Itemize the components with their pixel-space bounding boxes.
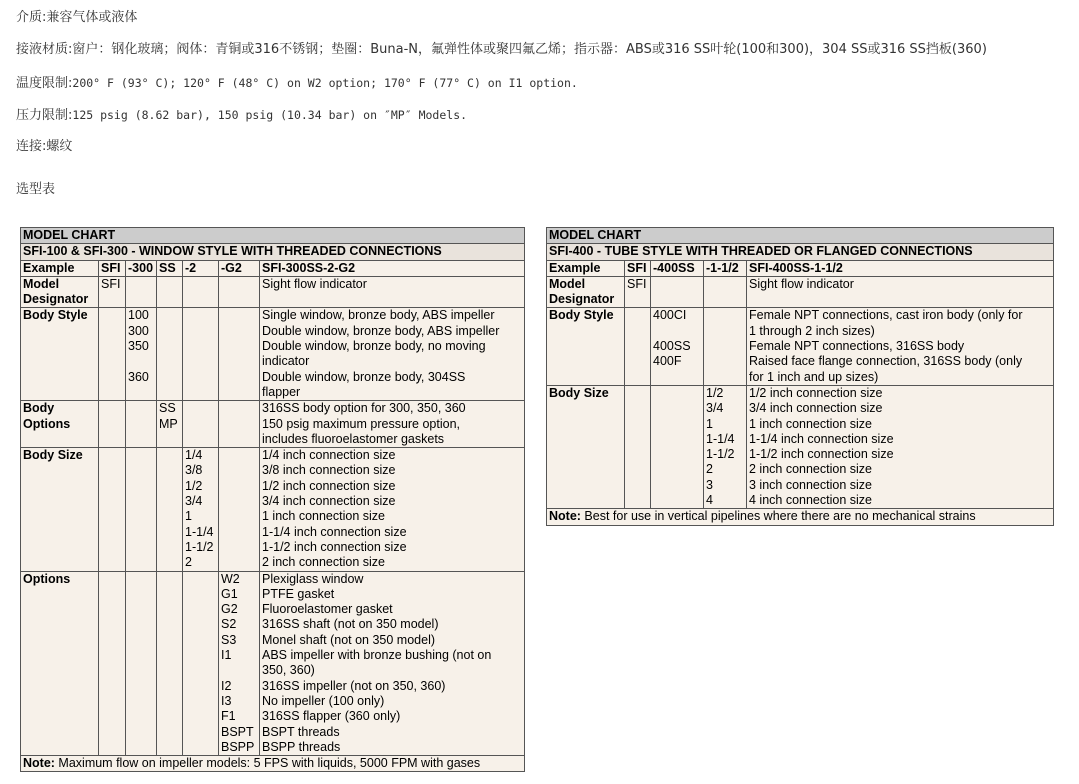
cell-line: F1 [221, 709, 236, 724]
cell-line: 2 inch connection size [262, 555, 385, 570]
code-cell [126, 571, 157, 756]
code-cell [157, 276, 183, 308]
chart-row [21, 276, 525, 308]
cell-line: 300 [128, 323, 149, 338]
cell-line: 1 inch connection size [262, 509, 385, 524]
code-cell [219, 571, 260, 756]
cell-line: 1-1/4 [706, 431, 735, 446]
cell-line: 316SS flapper (360 only) [262, 709, 401, 724]
spec-value: 兼容气体或液体 [46, 10, 138, 25]
code-cell [157, 308, 183, 401]
description-cell [747, 385, 1054, 508]
chart-row [547, 276, 1054, 308]
chart-subtitle: SFI-100 & SFI-300 - WINDOW STYLE WITH THREADED CONNECTIONS [21, 244, 525, 260]
code-cell [126, 448, 157, 571]
code-cell [99, 448, 126, 571]
example-cell: SFI-400SS-1-1/2 [747, 260, 1054, 276]
example-cell: SFI [99, 260, 126, 276]
example-row [547, 260, 1054, 276]
spec-value: 螺纹 [46, 139, 73, 154]
cell-line: Plexiglass window [262, 571, 364, 586]
description-cell [260, 571, 525, 756]
cell-line: Model [549, 276, 586, 291]
description-cell [260, 308, 525, 401]
code-cell [183, 401, 219, 448]
cell-line: 400SS [653, 339, 691, 354]
chart-subtitle-row [21, 244, 525, 260]
cell-line: 1 [706, 416, 713, 431]
example-cell: -300 [126, 260, 157, 276]
spec-label: 接液材质: [16, 42, 73, 57]
cell-line: 1/4 [185, 448, 203, 463]
description-cell [260, 401, 525, 448]
row-header [21, 276, 99, 308]
code-cell [625, 385, 651, 508]
example-cell: SFI [625, 260, 651, 276]
row-header [21, 401, 99, 448]
cell-line: 1/2 inch connection size [262, 478, 396, 493]
note-text: Best for use in vertical pipelines where there are no mechanical strains [580, 509, 976, 524]
example-cell: -G2 [219, 260, 260, 276]
cell-line: Body [23, 401, 55, 416]
cell-line [653, 324, 701, 339]
spec-label: 压力限制: [16, 108, 73, 123]
cell-line: Single window, bronze body, ABS impeller [262, 308, 495, 323]
row-header [21, 571, 99, 756]
cell-line: 3/4 inch connection size [749, 401, 883, 416]
spec-value: 125 psig (8.62 bar), 150 psig (10.34 bar) on ″MP″ Models. [72, 108, 468, 122]
cell-line: 360 [128, 369, 149, 384]
cell-line: G2 [221, 602, 238, 617]
cell-line: S2 [221, 617, 237, 632]
cell-line: Designator [549, 292, 615, 307]
cell-line: MP [159, 416, 178, 431]
cell-line: Monel shaft (not on 350 model) [262, 632, 436, 647]
code-cell [183, 448, 219, 571]
cell-line: 3/8 [185, 463, 203, 478]
note-label: Note: [23, 756, 55, 771]
cell-line: 1 [185, 509, 192, 524]
cell-line [221, 663, 257, 678]
example-cell: -400SS [651, 260, 704, 276]
code-cell [651, 385, 704, 508]
cell-line: 1-1/2 inch connection size [262, 539, 407, 554]
cell-line: 2 inch connection size [749, 462, 872, 477]
cell-line: 1-1/4 inch connection size [749, 431, 894, 446]
chart-row [547, 308, 1054, 385]
spec-wetted-materials [16, 41, 987, 59]
cell-line: 100 [128, 308, 149, 323]
chart-note [547, 509, 1054, 525]
cell-line: I2 [221, 678, 232, 693]
chart-row [21, 401, 525, 448]
chart-row [21, 448, 525, 571]
cell-line: 1 inch connection size [749, 416, 872, 431]
cell-line: Body Style [23, 308, 88, 323]
cell-line: Sight flow indicator [262, 276, 367, 291]
chart-title: MODEL CHART [547, 228, 1054, 244]
cell-line: 3 [706, 477, 713, 492]
cell-line: Double window, bronze body, 304SS [262, 369, 466, 384]
model-chart-sfi-100-300 [20, 227, 525, 772]
code-cell [157, 448, 183, 571]
cell-line [128, 354, 154, 369]
cell-line: Female NPT connections, cast iron body (only for [749, 308, 1023, 323]
row-header [547, 308, 625, 385]
code-cell [219, 276, 260, 308]
cell-line: No impeller (100 only) [262, 693, 385, 708]
cell-line: 1-1/4 [185, 524, 214, 539]
cell-line: 1/2 [706, 385, 724, 400]
code-cell [704, 308, 747, 385]
cell-line: I1 [221, 648, 232, 663]
code-cell [625, 308, 651, 385]
description-cell [747, 276, 1054, 308]
code-cell [704, 385, 747, 508]
cell-line: 316SS impeller (not on 350, 360) [262, 678, 446, 693]
cell-line: 2 [706, 462, 713, 477]
cell-line: S3 [221, 632, 237, 647]
cell-line: 3 inch connection size [749, 477, 872, 492]
code-cell [183, 571, 219, 756]
cell-line: 3/4 inch connection size [262, 494, 396, 509]
cell-line: SS [159, 401, 176, 416]
cell-line: SFI [627, 276, 647, 291]
code-cell [651, 308, 704, 385]
chart-title: MODEL CHART [21, 228, 525, 244]
cell-line: 350 [128, 339, 149, 354]
cell-line: 1/2 inch connection size [749, 385, 883, 400]
example-cell: SS [157, 260, 183, 276]
cell-line: I3 [221, 693, 232, 708]
code-cell [625, 276, 651, 308]
cell-line: 1-1/2 inch connection size [749, 447, 894, 462]
spec-temperature-limit [16, 74, 578, 93]
chart-subtitle: SFI-400 - TUBE STYLE WITH THREADED OR FLANGED CONNECTIONS [547, 244, 1054, 260]
cell-line: Female NPT connections, 316SS body [749, 339, 965, 354]
cell-line: Double window, bronze body, no moving [262, 339, 486, 354]
chart-row [21, 308, 525, 401]
code-cell [651, 276, 704, 308]
cell-line: 316SS shaft (not on 350 model) [262, 617, 439, 632]
cell-line: 1-1/4 inch connection size [262, 524, 407, 539]
chart-row [21, 571, 525, 756]
cell-line: flapper [262, 384, 301, 399]
cell-line: 1/4 inch connection size [262, 448, 396, 463]
spec-value: 窗户：钢化玻璃；阀体：青铜或316不锈钢；垫圈：Buna-N，氟弹性体或聚四氟乙烯；指示器：ABS或316 SS叶轮(100和300)，304 SS或316 SS挡板(360) [72, 42, 987, 57]
spec-connection [16, 138, 72, 156]
code-cell [219, 308, 260, 401]
example-cell: SFI-300SS-2-G2 [260, 260, 525, 276]
cell-line: Body Style [549, 308, 614, 323]
cell-line: indicator [262, 354, 310, 369]
cell-line: 3/8 inch connection size [262, 463, 396, 478]
cell-line: PTFE gasket [262, 586, 335, 601]
cell-line: 350, 360) [262, 663, 315, 678]
code-cell [99, 401, 126, 448]
note-row [547, 509, 1054, 525]
code-cell [126, 308, 157, 401]
cell-line: BSPP threads [262, 739, 341, 754]
cell-line: 4 [706, 493, 713, 508]
code-cell [704, 276, 747, 308]
cell-line: BSPP [221, 739, 255, 754]
example-cell: Example [21, 260, 99, 276]
spec-media [16, 9, 137, 27]
cell-line: Raised face flange connection, 316SS body (only [749, 354, 1023, 369]
cell-line: 1-1/2 [185, 539, 214, 554]
chart-subtitle-row [547, 244, 1054, 260]
code-cell [99, 571, 126, 756]
cell-line: Sight flow indicator [749, 276, 854, 291]
description-cell [747, 308, 1054, 385]
cell-line: includes fluoroelastomer gaskets [262, 431, 445, 446]
spec-label: 温度限制: [16, 76, 73, 91]
note-row [21, 756, 525, 772]
code-cell [183, 308, 219, 401]
cell-line: 316SS body option for 300, 350, 360 [262, 401, 466, 416]
cell-line: SFI [101, 276, 121, 291]
code-cell [126, 401, 157, 448]
code-cell [183, 276, 219, 308]
note-label: Note: [549, 509, 581, 524]
spec-pressure-limit [16, 106, 467, 125]
cell-line: 1/2 [185, 478, 203, 493]
cell-line: BSPT [221, 724, 254, 739]
example-cell: -2 [183, 260, 219, 276]
cell-line: 3/4 [185, 494, 203, 509]
spec-label: 介质: [16, 10, 47, 25]
row-header [547, 276, 625, 308]
code-cell [219, 448, 260, 571]
description-cell [260, 448, 525, 571]
example-cell: Example [547, 260, 625, 276]
example-row [21, 260, 525, 276]
model-chart-sfi-400 [546, 227, 1054, 526]
spec-value: 200° F (93° C); 120° F (48° C) on W2 option; 170° F (77° C) on I1 option. [72, 76, 578, 90]
code-cell [126, 276, 157, 308]
cell-line: G1 [221, 586, 238, 601]
cell-line: 2 [185, 555, 192, 570]
code-cell [157, 571, 183, 756]
note-text: Maximum flow on impeller models: 5 FPS with liquids, 5000 FPM with gases [54, 756, 481, 771]
chart-row [547, 385, 1054, 508]
cell-line: 4 inch connection size [749, 493, 872, 508]
spec-label: 连接: [16, 139, 47, 154]
description-cell [260, 276, 525, 308]
cell-line: Body Size [23, 448, 83, 463]
code-cell [99, 308, 126, 401]
cell-line: Fluoroelastomer gasket [262, 602, 393, 617]
cell-line: Options [23, 571, 71, 586]
cell-line: 3/4 [706, 401, 724, 416]
cell-line: W2 [221, 571, 240, 586]
cell-line: 150 psig maximum pressure option, [262, 416, 461, 431]
cell-line: Body Size [549, 385, 609, 400]
chart-title-row [21, 228, 525, 244]
cell-line: Model [23, 276, 60, 291]
cell-line: Designator [23, 292, 89, 307]
row-header [21, 308, 99, 401]
example-cell: -1-1/2 [704, 260, 747, 276]
cell-line: 400F [653, 354, 682, 369]
row-header [547, 385, 625, 508]
section-label: 选型表 [16, 182, 56, 197]
cell-line: 1 through 2 inch sizes) [749, 323, 875, 338]
cell-line: Double window, bronze body, ABS impeller [262, 323, 500, 338]
cell-line: Options [23, 416, 71, 431]
cell-line: 400CI [653, 308, 687, 323]
code-cell [99, 276, 126, 308]
chart-title-row [547, 228, 1054, 244]
row-header [21, 448, 99, 571]
cell-line: ABS impeller with bronze bushing (not on [262, 648, 492, 663]
code-cell [157, 401, 183, 448]
cell-line: 1-1/2 [706, 447, 735, 462]
chart-note [21, 756, 525, 772]
cell-line: for 1 inch and up sizes) [749, 369, 879, 384]
code-cell [219, 401, 260, 448]
cell-line: BSPT threads [262, 724, 340, 739]
